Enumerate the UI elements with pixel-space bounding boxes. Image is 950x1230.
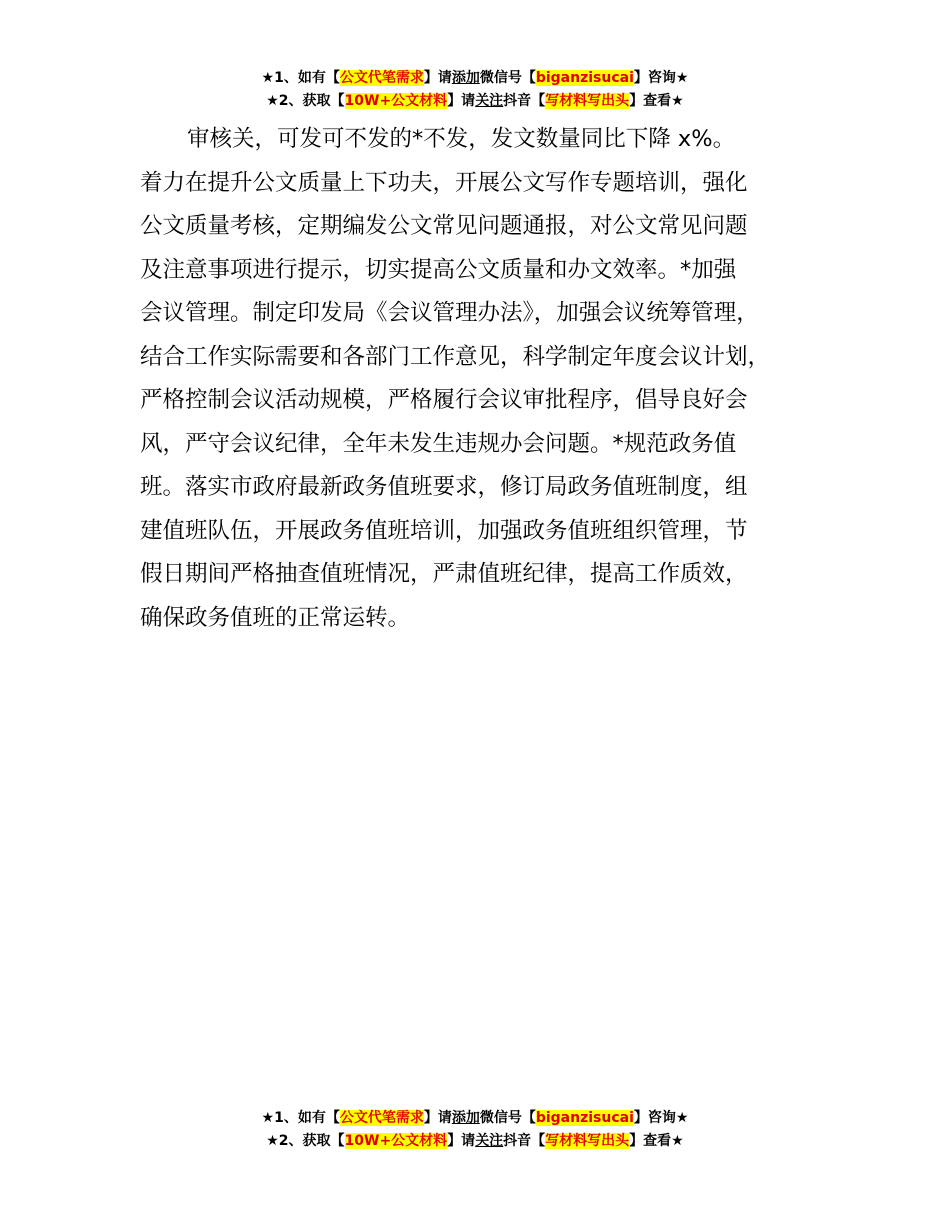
banner-line-1: ★1、如有【公文代笔需求】请添加微信号【biganzisucai】咨询★ — [261, 1110, 689, 1126]
body-line: 公文质量考核，定期编发公文常见问题通报，对公文常见问题 — [140, 213, 748, 239]
banner-highlight: biganzisucai — [535, 70, 634, 86]
body-line: 确保政务值班的正常运转。 — [140, 604, 411, 631]
banner-highlight: 写材料写出头 — [545, 1133, 630, 1149]
body-line: 建值班队伍，开展政务值班培训，加强政务值班组织管理，节 — [140, 517, 748, 544]
body-line: 风，严守会议纪律，全年未发生违规办会问题。*规范政务值 — [140, 430, 737, 457]
banner-highlight: 10W+公文材料 — [344, 1133, 448, 1149]
header-banner — [0, 67, 950, 113]
banner-highlight: biganzisucai — [535, 1110, 634, 1126]
body-line: 严格控制会议活动规模，严格履行会议审批程序，倡导良好会 — [140, 387, 748, 413]
body-paragraph — [140, 118, 840, 640]
banner-highlight: 写材料写出头 — [545, 93, 630, 109]
body-line: 假日期间严格抽查值班情况，严肃值班纪律，提高工作质效， — [140, 561, 748, 587]
body-line: 审核关，可发可不发的*不发，发文数量同比下降 x%。 — [187, 126, 736, 152]
banner-line-1: ★1、如有【公文代笔需求】请添加微信号【biganzisucai】咨询★ — [261, 70, 689, 86]
banner-highlight: 公文代笔需求 — [339, 1110, 424, 1126]
banner-line-2: ★2、获取【10W+公文材料】请关注抖音【写材料写出头】查看★ — [266, 93, 684, 109]
body-line: 结合工作实际需要和各部门工作意见，科学制定年度会议计划， — [140, 343, 771, 370]
banner-highlight: 公文代笔需求 — [339, 70, 424, 86]
body-line: 着力在提升公文质量上下功夫，开展公文写作专题培训，强化 — [140, 169, 748, 196]
body-line: 会议管理。制定印发局《会议管理办法》，加强会议统筹管理， — [140, 300, 759, 326]
body-line: 班。落实市政府最新政务值班要求，修订局政务值班制度，组 — [140, 474, 748, 500]
banner-line-2: ★2、获取【10W+公文材料】请关注抖音【写材料写出头】查看★ — [266, 1133, 684, 1149]
banner-highlight: 10W+公文材料 — [344, 93, 448, 109]
body-line: 及注意事项进行提示，切实提高公文质量和办文效率。*加强 — [140, 256, 737, 283]
footer-banner — [0, 1107, 950, 1153]
